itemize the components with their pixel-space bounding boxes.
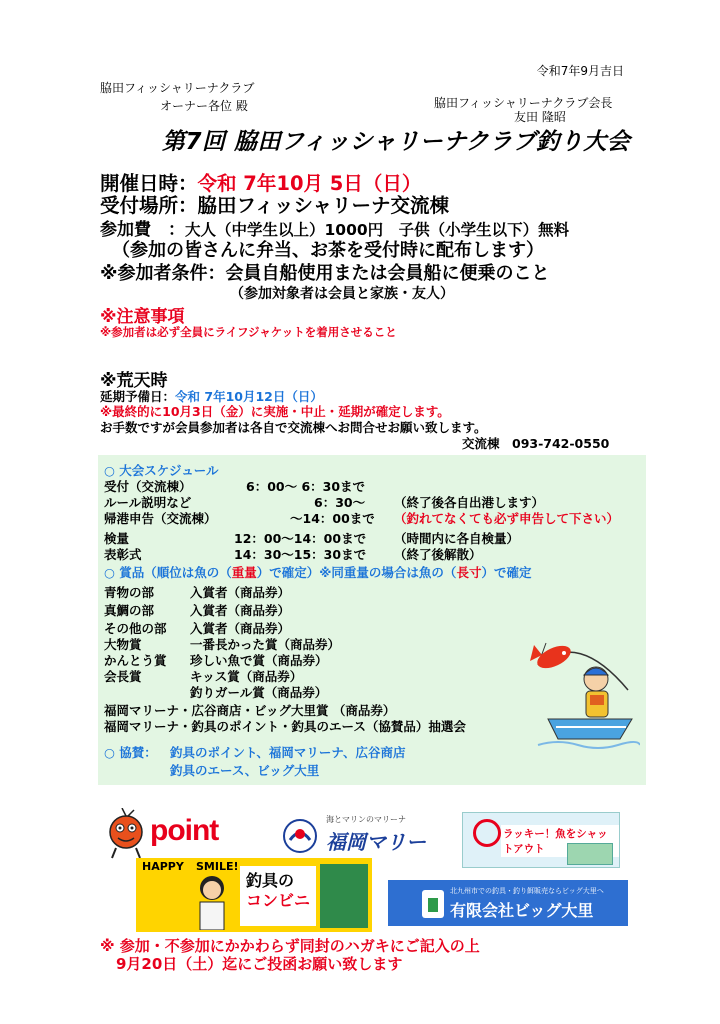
prizes-heading [104,563,531,581]
prizes-heading-length: 長寸 [456,565,482,580]
schedule-row-name: 表彰式 [104,547,142,562]
prize-value: キッス賞（商品券） [190,669,303,684]
event-fee-value: 大人（中学生以上）1000円 子供（小学生以下）無料 [185,221,570,239]
prize-category: 青物の部 [104,585,155,600]
marina-small-text: 海とマリンのマリーナ [326,815,406,824]
prize-value: 入賞者（商品券） [190,603,291,618]
fukuoka-marina-logo [282,812,442,860]
prize-category: 会長賞 [104,669,142,684]
prize-category: 真鯛の部 [104,603,155,618]
schedule-row-name: 受付（交流棟） [104,479,192,494]
ace-banner [462,812,620,868]
sponsors-label: ○ 協賛： [104,745,157,760]
reserve-date-label: 延期予備日： [100,389,176,404]
contact-phone: 交流棟 093-742-0550 [462,436,610,451]
smile-text: SMILE! [196,860,239,873]
event-fee-label: 参加費 ： [100,220,185,240]
prize-category: 大物賞 [104,637,142,652]
sponsor-prize-2: 福岡マリーナ・釣具のポイント・釣具のエース（協賛品）抽選会 [104,719,466,734]
big-ohsato-tagline: 北九州市での釣具・釣り餌販売ならビッグ大里へ [450,887,604,895]
schedule-row-name: 検量 [104,531,130,546]
caution-note: ※参加者は必ず全員にライフジャケットを着用させること [100,325,397,339]
event-place: 受付場所：脇田フィッシャリーナ交流棟 [100,194,450,217]
final-decision-note: ※最終的に10月3日（金）に実施・中止・延期が確定します。 [100,404,450,419]
schedule-heading: ○ 大会スケジュール [104,463,219,478]
prize-category: かんとう賞 [104,653,167,668]
event-lunch-note: （参加の皆さんに弁当、お茶を受付時に配布します） [112,240,544,261]
schedule-row-time: ～14：00まで [290,511,375,526]
schedule-row-time: 6：30～ [314,495,366,510]
schedule-row-time: 6：00～ 6：30まで [246,479,366,494]
prizes-heading-part: ）で確定 [481,565,532,580]
sender-name: 友田 隆昭 [514,110,566,124]
recipient-name: オーナー各位 殿 [160,99,248,113]
sponsors-line-2: 釣具のエース、ビッグ大里 [170,763,320,778]
footer-line-2: 9月20日（土）迄にご投函お願い致します [116,955,403,973]
event-condition: ※参加者条件：会員自船使用または会員船に便乗のこと [100,263,550,284]
ace-store-ad [136,858,372,932]
big-ohsato-emblem-icon [420,888,446,920]
marina-name: 福岡マリー [326,830,426,854]
sponsors-line-1: 釣具のポイント、福岡マリーナ、広谷商店 [170,745,406,760]
schedule-panel [98,455,646,785]
ace-title-box [240,866,316,926]
prize-value: 釣りガール賞（商品券） [190,685,328,700]
shop-girl-icon [188,872,236,930]
prize-value: 入賞者（商品券） [190,621,291,636]
schedule-row-name: 帰港申告（交流棟） [104,511,217,526]
prizes-heading-part: ）で確定）※同重量の場合は魚の（ [256,565,457,580]
point-logo-text: point [150,814,219,847]
event-date-label: 開催日時： [100,172,198,195]
sender-org: 脇田フィッシャリーナクラブ会長 [434,96,613,110]
contact-note: お手数ですが会員参加者は各自で交流棟へお問合せお願い致します。 [100,420,487,435]
product-image-icon [567,843,613,865]
caution-heading: ※注意事項 [100,307,185,327]
schedule-row-time: 12：00～14：00まで [234,531,367,546]
prohibited-icon [473,819,501,847]
point-mascot-icon [106,808,148,860]
reserve-date-value: 令和 7年10月12日（日） [175,389,323,404]
prize-category: その他の部 [104,621,167,636]
prize-value: 珍しい魚で賞（商品券） [190,653,328,668]
schedule-row-time: 14：30～15：30まで [234,547,367,562]
issue-date: 令和7年9月吉日 [536,64,624,78]
prizes-heading-part: ○ 賞品（順位は魚の（ [104,565,232,580]
weather-heading: ※荒天時 [100,371,168,391]
store-photo-icon [320,864,368,928]
event-condition-sub: （参加対象者は会員と家族・友人） [230,286,454,302]
marina-emblem-icon [282,816,318,856]
schedule-row-note: （終了後解散） [394,547,482,562]
ace-banner-text: ラッキー！魚をシャットアウト [501,825,619,857]
recipient-org: 脇田フィッシャリーナクラブ [100,81,255,95]
sponsor-prize-1: 福岡マリーナ・広谷商店・ビッグ大里賞 （商品券） [104,703,396,718]
fisherman-illustration-icon [528,635,640,755]
ace-title-2: コンビニ [246,891,311,910]
schedule-row-note: （釣れてなくても必ず申告して下さい） [394,511,620,526]
big-ohsato-logo [388,880,628,926]
happy-text: HAPPY [142,860,184,873]
prize-value: 一番長かった賞（商品券） [190,637,341,652]
event-date-value: 令和 7年10月 5日（日） [197,172,422,195]
point-logo [106,808,266,860]
ace-title-1: 釣具の [246,871,295,890]
big-ohsato-name: 有限会社ビッグ大里 [450,901,594,920]
document-title: 第7回 脇田フィッシャリーナクラブ釣り大会 [162,129,631,155]
footer-line-1: ※ 参加・不参加にかかわらず同封のハガキにご記入の上 [100,937,480,955]
schedule-row-note: （終了後各自出港します） [394,495,545,510]
schedule-row-note: （時間内に各自検量） [394,531,520,546]
prizes-heading-weight: 重量 [231,565,257,580]
schedule-row-name: ルール説明など [104,495,192,510]
prize-value: 入賞者（商品券） [190,585,291,600]
